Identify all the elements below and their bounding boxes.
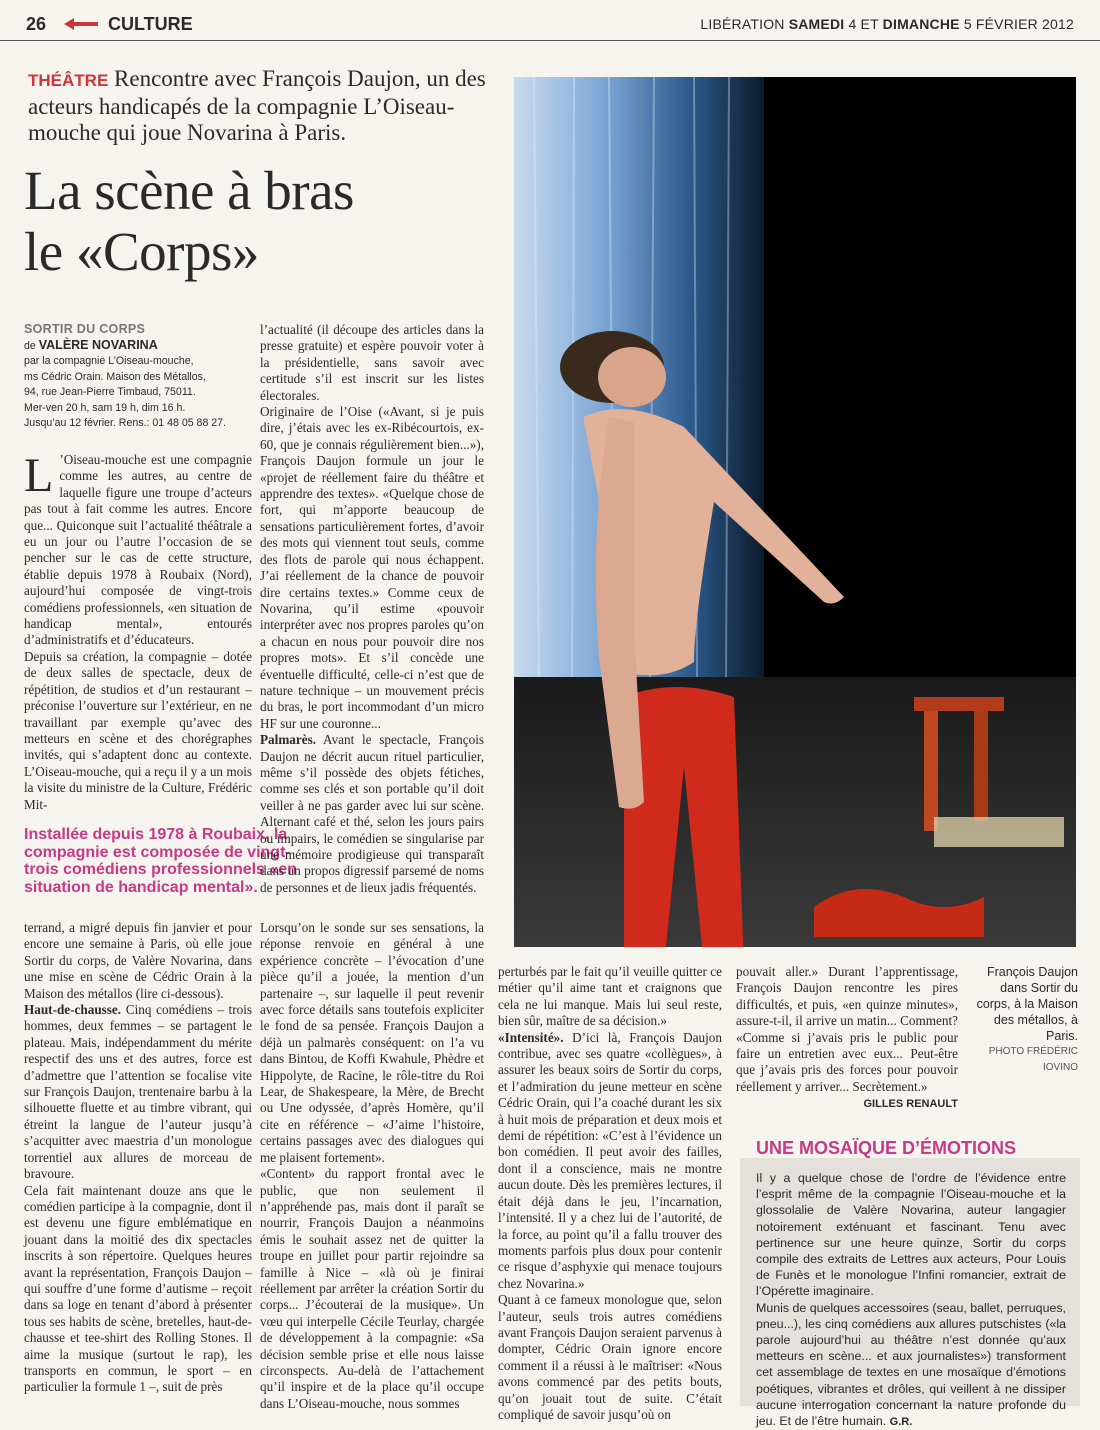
date-mid: 4 ET (848, 16, 879, 32)
headline-line-2: le «Corps» (24, 221, 259, 282)
paragraph: Munis de quelques accessoires (seau, ballet, perruques, pneu...), les cinq comédiens aux allures putschistes («la parole aujourd’hui au théâtre n’est donnée qu’aux metteurs en scène... et aux journalistes») transforment cet assemblage de textes en une mosaïque d’émotions poétiques, vibrantes et drôles, qui veillent à ne dissiper aucune interrogation concernant la nature profonde du jeu. Et de l’être humain. (756, 1300, 1066, 1429)
date-day1: SAMEDI (788, 16, 845, 32)
subheading: Haut-de-chausse. (24, 1002, 122, 1018)
paragraph: «Content» du rapport frontal avec le public, que non seulement il n’appréhende pas, mais dont il paraît se nourrir, François Daujon a néanmoins émis le souhait assez net de quitter la troupe en juillet pour partir rejoindre sa famille à Nice – «là où je finirai réellement par arrêter la création Sortir du corps... J’écouterai de la musique». Un vœu qui interpelle Cécile Teurlay, chargée de développement à la compagnie: «Sa décision semble prise et elle nous laisse circonspects. Au-delà de l’attachement qu’il inspire et de la place qu’il occupe dans L’Oiseau-mouche, nous sommes (260, 1166, 484, 1411)
show-info (24, 322, 252, 432)
caption-text: François Daujon dans Sortir du corps, à la Maison des métallos, à Paris. (976, 965, 1078, 1043)
article-column-2 (260, 322, 484, 896)
article-column-1-continued (24, 920, 252, 1396)
show-title: SORTIR DU CORPS (24, 322, 146, 336)
photo-credit: PHOTO FRÉDÉRIC IOVINO (988, 1046, 1078, 1073)
paragraph: Avant le spectacle, François Daujon ne décrit aucun rituel particulier, même s’il possède des objets fétiches, comme ses clés et son portable qu’il doit veiller à ne pas garder avec lui sur scène. Alternant café et thé, selon les jours pairs ou impairs, le comédien se singularise par une mémoire prodigieuse qui transparaît dans un propos digressif parsemé de noms de personnes et de lieux jadis fréquentés. (260, 732, 484, 895)
section-name: CULTURE (108, 14, 193, 34)
photo-caption (968, 964, 1078, 1076)
headline (24, 160, 504, 282)
paragraph: Cela fait maintenant douze ans que le comédien participe à la compagnie, dont il est devenu une figure emblématique en jouant dans la moitié des dix spectacles inscrits à son répertoire. Quelques heures avant la représentation, François Daujon – qui souffre d’une forme d’autisme – reçoit dans sa loge en tenant d’abord à présenter tous ses habits de scène, bretelles, haut-de-chausse et tee-shirt des Rolling Stones. Il aime la musique (surtout le rap), les transports en commun, le sport – en particulier la formule 1 –, suit de près (24, 1182, 252, 1395)
show-info-line: ms Cédric Orain. Maison des Métallos, (24, 370, 206, 383)
paragraph: l’actualité (il découpe des articles dans la presse gratuite) et espère pouvoir voter à la présidentielle, sans savoir avec certitude s’il est inscrit sur les listes électorales. (260, 322, 484, 403)
box-signature: G.R. (889, 1416, 913, 1429)
masthead-rule (0, 40, 1100, 41)
sidebar-box-title: UNE MOSAÏQUE D’ÉMOTIONS (756, 1138, 1017, 1158)
article-column-4 (736, 964, 958, 1113)
paragraph: Lorsqu’on le sonde sur ses sensations, la réponse renvoie en général à une expérience concrète – l’évocation d’une pièce qu’il a jouée, la mention d’un partenaire –, sur laquelle il peut revenir avec force détails sans toutefois expliciter le fond de sa pensée. François Daujon a déjà un palmarès conséquent: on l’a vu dans Bintou, de Koffi Kwahule, Phèdre et Hippolyte, de Racine, le rôle-titre du Roi Lear, de Shakespeare, la Mère, de Brecht ou Une odyssée, d’après Homère, qu’il cite en référence – «J’aime l’histoire, certains passages avec des dialogues qui me plaisent fortement». (260, 920, 484, 1165)
paragraph: Cinq comédiens – trois hommes, deux femmes – se partagent le plateau. Mais, indépendamment du mérite respectif des uns et des autres, force est d’admettre que l’attention se focalise vite sur François Daujon, trentenaire barbu à la silhouette fluette et au timbre vibrant, qui étreint la langue de l’auteur jusqu’à s’acquitter avec maestria d’un monologue torrentiel aux allures de morceau de bravoure. (24, 1002, 252, 1182)
paragraph: terrand, a migré depuis fin janvier et pour encore une semaine à Paris, où elle joue Sortir du corps, de Valère Novarina, dans une mise en scène de Cédric Orain à la Maison des métallos (lire ci-dessous). (24, 920, 252, 1001)
kicker-text: Rencontre avec François Daujon, un des acteurs handicapés de la compagnie L’Oiseau-mouche qui joue Novarina à Paris. (28, 66, 486, 145)
article-column-2-continued (260, 920, 484, 1412)
page-number: 26 (26, 14, 47, 34)
paragraph: Il y a quelque chose de l’ordre de l’évidence entre l’esprit même de la compagnie l’Oiseau-mouche et la glossolalie de Valère Novarina, auteur langagier notoirement exténuant et fascinant. Tenu avec pertinence sur une heure quinze, Sortir du corps compile des extraits de Lettres aux acteurs, Pour Louis de Funès et le monologue l’Infini romancier, extrait de l’Opérette imaginaire. (756, 1171, 1066, 1299)
article-column-3 (498, 964, 722, 1423)
paragraph: perturbés par le fait qu’il veuille quitter ce métier qu’il aime tant et craignons que cela ne lui manque. Mais lui seul reste, bien sûr, maître de sa décision.» (498, 964, 722, 1029)
date-post: 5 FÉVRIER 2012 (963, 16, 1074, 32)
performer-photo (514, 77, 1076, 947)
show-info-line: 94, rue Jean-Pierre Timbaud, 75011. (24, 386, 196, 398)
pull-quote: Installée depuis 1978 à Roubaix, la compagnie est composée de vingt-trois comédiens professionnels «en situation de handicap mental». (24, 826, 297, 896)
sidebar-box-text (756, 1170, 1066, 1430)
show-info-line: par la compagnie L’Oiseau-mouche, (24, 355, 194, 367)
show-author: VALÈRE NOVARINA (38, 337, 158, 352)
date-day2: DIMANCHE (882, 16, 960, 32)
paragraph: pouvait aller.» Durant l’apprentissage, François Daujon rencontre les pires difficultés, et puis, «en quinze minutes», assure-t-il, il arrive un matin... Comment? «Comme si j’avais pris le public pour faire un entretien avec eux... Peut-être que j’avais pris des forces pour pouvoir réellement y arriver... Secrètement.» (736, 964, 958, 1094)
paragraph: ’Oiseau-mouche est une compagnie comme les autres, au centre de laquelle figure une troupe d’acteurs pas tout à fait comme les autres. Encore que... Quiconque suit l’actualité théâtrale a eu un jour ou l’autre l’occasion de se pencher sur le cas de cette structure, établie depuis 1978 à Roubaix (Nord), aujourd’hui composée de vingt-trois comédiens professionnels, «en situation de handicap mental», entourés d’administratifs et d’éducateurs. (24, 452, 252, 648)
show-author-prefix: de (24, 339, 36, 352)
paragraph: Quant à ce fameux monologue que, selon l’auteur, seuls trois autres comédiens avant François Daujon seraient parvenus à dompter, Cédric Orain ignore encore comment il a réussi à le maîtriser: «Nous avons commencé par des petits bouts, qu’on jouait tout de suite. C’était compliqué de savoir jusqu’où on (498, 1292, 722, 1422)
date-pre: LIBÉRATION (700, 16, 785, 32)
paragraph: D’ici là, François Daujon contribue, avec ses quatre «collègues», à assurer les beaux soirs de Sortir du corps, et l’admiration du jeune metteur en scène Cédric Orain, qui l’a coaché durant les six à huit mois de préparation et deux mois et demi de répétition: «C’est à l’évidence un bon comédien. Il peut avoir des failles, dont il a conscience, mais ne montre aucun doute. Dès les premières lectures, il était déjà dans le jeu, l’incarnation, l’intensité. Il y a chez lui de l’autorité, de la force, au point qu’il a fallu trouver des moments parfois plus doux pour contenir ce risque d’asphyxie qui menace toujours chez Novarina.» (498, 1029, 722, 1291)
subheading: Palmarès. (260, 732, 317, 748)
author-signature: GILLES RENAULT (863, 1098, 958, 1111)
show-info-line: Mer-ven 20 h, sam 19 h, dim 16 h. (24, 401, 186, 414)
headline-line-1: La scène à bras (24, 160, 354, 221)
section-arrow-icon (64, 16, 98, 32)
paragraph: Originaire de l’Oise («Avant, si je puis dire, j’étais avec les ex-Ribécourtois, ex-60, que je connais régulièrement bien...»), François Daujon formule un jour le «projet de réellement faire du théâtre et apprendre des textes». «Quelque chose de fort, qui m’apporte beaucoup de sensations particulièrement fortes, d’avoir des mots qui viennent tout seuls, comme des flots de parole qui nous échappent. J’ai réellement de la chance de pouvoir dire certains textes.» Comme ceux de Novarina, qu’il estime «pouvoir interpréter avec nos propres paroles qu’on a chacun en nous pour pouvoir dire nos propres mots». Et s’il concède une éventuelle difficulté, celle-ci n’est que de nature technique – un mouvement précis du bras, le port incommodant d’un micro HF sur une couronne... (260, 404, 484, 731)
drop-cap: L (24, 449, 54, 502)
issue-date (700, 16, 1074, 32)
article-column-1 (24, 449, 252, 813)
show-info-line: Jusqu’au 12 février. Rens.: 01 48 05 88 27. (24, 417, 227, 429)
kicker-tag: THÉÂTRE (28, 71, 109, 90)
paragraph: Depuis sa création, la compagnie – dotée de deux salles de spectacle, deux de répétition, de studios et d’un restaurant – préconise l’ouverture sur l’extérieur, en ne travaillant par exemple qu’avec des metteurs en scène et des chorégraphes invités, qui s’adaptent donc au contexte. L’Oiseau-mouche, qui a reçu il y a un mois la visite du ministre de la Culture, Frédéric Mit- (24, 648, 252, 812)
kicker (28, 66, 508, 146)
subheading: «Intensité». (498, 1029, 564, 1045)
